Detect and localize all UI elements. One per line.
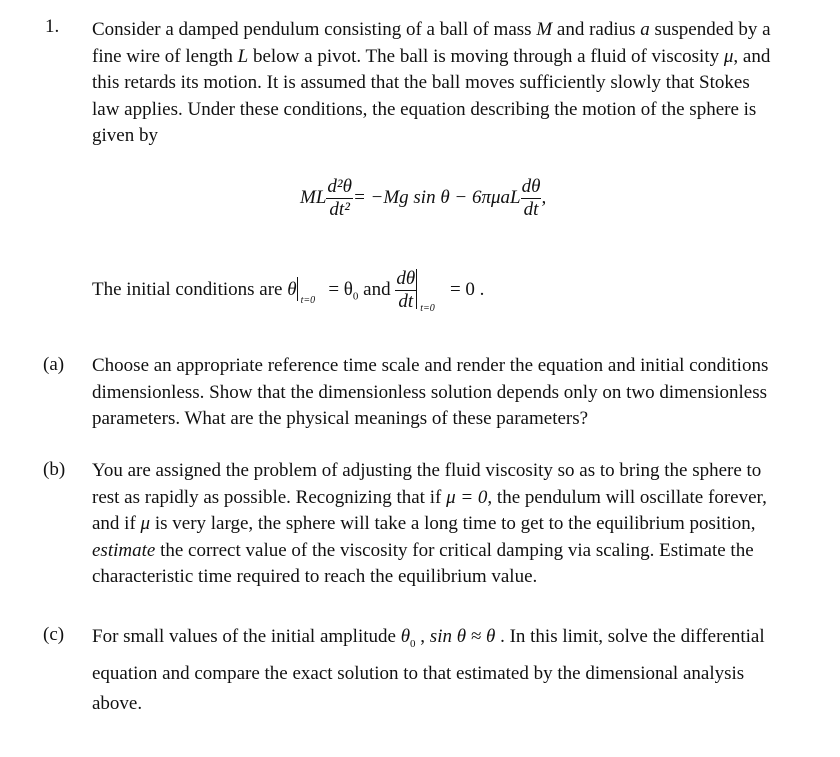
part-a-label: (a) (43, 354, 65, 375)
equation-of-motion: ML $\frac{\text{d²θ}}{\text{dt²}}$ = −Mg sin θ − 6πμaL $\frac{d\theta}{dt}$ , (300, 176, 547, 220)
part-b-label: (b) (43, 459, 66, 480)
problem-number: 1. (45, 16, 60, 37)
initial-derivative-fraction: $\frac{d\theta}{dt}$ (396, 268, 416, 312)
problem-intro (92, 17, 827, 150)
intro-line-2: fine wire of length L below a pivot. The ball is moving through a fluid of viscosity μ, and (92, 45, 771, 67)
part-c-label: (c) (43, 624, 65, 645)
part-b-text: You are assigned the problem of adjusting the fluid viscosity so as to bring the sphere to rest as rapidly as possible. Recognizing that if μ = 0, the pendulum will oscillate forever, and if μ is very large, the sphere will take a long time to get to the equilibrium position, estimate the correct value of the viscosity for critical damping via scaling. Estimate the characteristic time required to reach the equilibrium value. (92, 460, 767, 587)
initial-conditions: The initial conditions are θ t=0 = $\theta_0$ and $\frac{d\theta}{dt}$ t=0 = 0 . (92, 268, 485, 314)
intro-line-5: given by (92, 125, 158, 146)
evaluation-bar-2: t=0 (416, 269, 417, 309)
intro-line-1: Consider a damped pendulum consisting of a ball of mass M and radius a suspended by a (92, 19, 771, 40)
first-derivative-fraction: $\frac{d\theta}{dt}$ (521, 176, 541, 220)
evaluation-bar: t=0 (297, 277, 298, 301)
part-c-text: For small values of the initial amplitude $\theta_0$ , sin θ ≈ θ . In this limit, solve the differential equation and compare the exact solution to that estimated by the dimensional analysis above. (92, 626, 765, 714)
intro-line-4: law applies. Under these conditions, the equation describing the motion of the sphere is (92, 98, 757, 120)
intro-line-3: this retards its motion. It is assumed that the ball moves sufficiently slowly that Stokes (92, 72, 750, 93)
second-derivative-fraction: $\frac{\text{d²θ}}{\text{dt²}}$ (327, 176, 352, 220)
part-a-text: Choose an appropriate reference time scale and render the equation and initial conditions dimensionless. Show that the dimensionless solution depends only on two dimensionless parameters. What are the physical meanings of these parameters? (92, 355, 769, 429)
